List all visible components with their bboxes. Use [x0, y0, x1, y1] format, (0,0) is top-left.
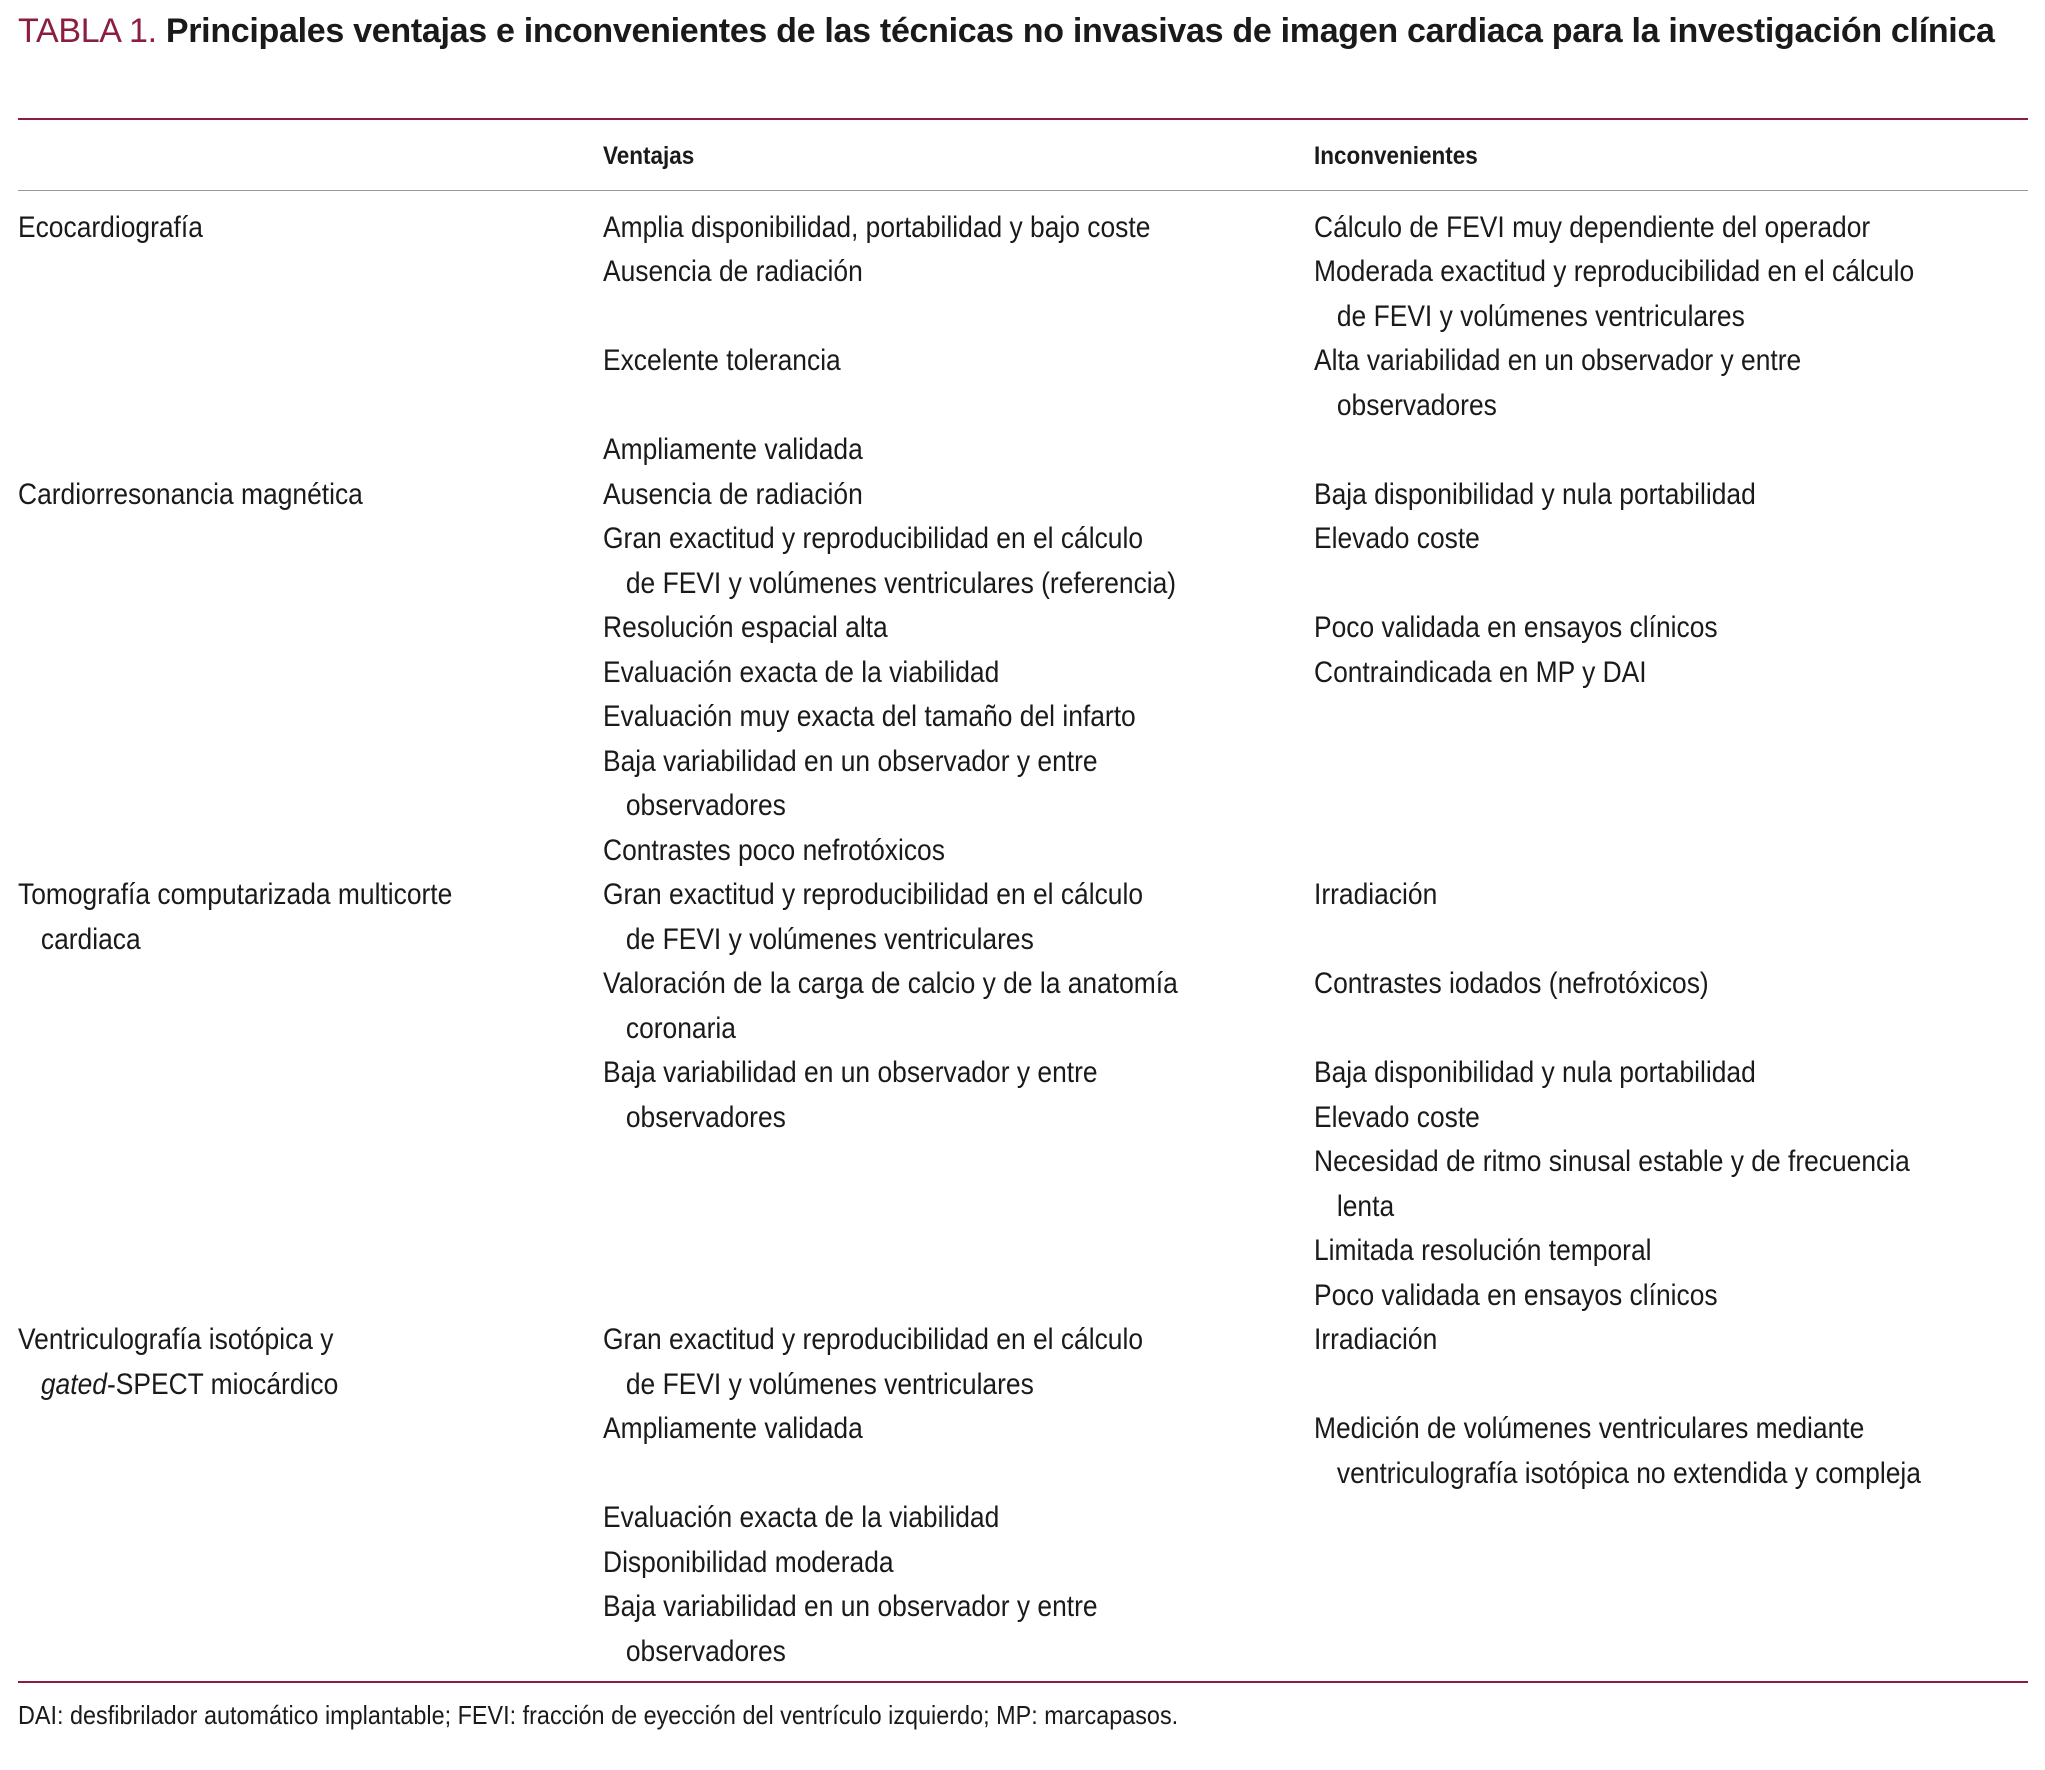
table-title-text: Principales ventajas e inconvenientes de las técnicas no invasivas de imagen cardiaca para la investigación clínica: [165, 12, 1995, 50]
advantage-item: Evaluación exacta de la viabilidad: [603, 1501, 1000, 1534]
advantage-item: Resolución espacial alta: [603, 611, 888, 644]
advantage-item: Gran exactitud y reproducibilidad en el cálculo: [603, 1323, 1144, 1356]
advantage-item: Baja variabilidad en un observador y entre: [603, 1056, 1098, 1089]
disadvantage-item: Irradiación: [1314, 1323, 1438, 1356]
advantage-item: Amplia disponibilidad, portabilidad y bajo coste: [603, 211, 1151, 244]
disadvantage-item: ventriculografía isotópica no extendida y compleja: [1336, 1457, 1921, 1490]
disadvantage-item: Alta variabilidad en un observador y entre: [1314, 344, 1802, 377]
advantage-item: de FEVI y volúmenes ventriculares: [625, 923, 1034, 956]
advantage-item: Contrastes poco nefrotóxicos: [603, 834, 945, 867]
disadvantage-item: observadores: [1336, 389, 1497, 422]
advantage-item: Excelente tolerancia: [603, 344, 841, 377]
table-label: TABLA 1.: [18, 12, 157, 50]
disadvantage-item: Poco validada en ensayos clínicos: [1314, 611, 1718, 644]
top-rule: [18, 118, 2028, 120]
advantage-item: Ampliamente validada: [603, 433, 863, 466]
header-rule: [18, 190, 2028, 191]
advantage-item: Baja variabilidad en un observador y entre: [603, 1590, 1098, 1623]
disadvantage-item: lenta: [1336, 1190, 1395, 1223]
disadvantage-item: de FEVI y volúmenes ventriculares: [1336, 300, 1745, 333]
disadvantage-item: Baja disponibilidad y nula portabilidad: [1314, 478, 1756, 511]
advantage-item: observadores: [625, 1101, 786, 1134]
disadvantage-item: Poco validada en ensayos clínicos: [1314, 1279, 1718, 1312]
advantage-item: de FEVI y volúmenes ventriculares (referencia): [625, 567, 1177, 600]
advantage-item: Ausencia de radiación: [603, 478, 863, 511]
advantage-item: Ampliamente validada: [603, 1412, 863, 1445]
disadvantage-item: Elevado coste: [1314, 522, 1480, 555]
advantage-item: observadores: [625, 789, 786, 822]
table-footnote: DAI: desfibrilador automático implantable; FEVI: fracción de eyección del ventrículo izquierdo; MP: marcapasos.: [18, 1700, 1179, 1730]
advantage-item: Evaluación muy exacta del tamaño del infarto: [603, 700, 1136, 733]
table-title: [18, 8, 2008, 55]
technique-spect-text: -SPECT miocárdico: [106, 1368, 339, 1401]
technique-tomografia: Tomografía computarizada multicorte: [18, 878, 453, 911]
advantage-item: Evaluación exacta de la viabilidad: [603, 656, 1000, 689]
disadvantage-item: Contrastes iodados (nefrotóxicos): [1314, 967, 1709, 1000]
technique-tomografia-cont: cardiaca: [40, 923, 141, 956]
advantage-item: coronaria: [625, 1012, 736, 1045]
technique-ecocardiografia: Ecocardiografía: [18, 211, 203, 244]
technique-cardiorresonancia: Cardiorresonancia magnética: [18, 478, 363, 511]
disadvantage-item: Cálculo de FEVI muy dependiente del operador: [1314, 211, 1871, 244]
bottom-rule: [18, 1681, 2028, 1683]
disadvantage-item: Contraindicada en MP y DAI: [1314, 656, 1647, 689]
advantage-item: Valoración de la carga de calcio y de la anatomía: [603, 967, 1178, 1000]
advantage-item: de FEVI y volúmenes ventriculares: [625, 1368, 1034, 1401]
advantage-item: Ausencia de radiación: [603, 255, 863, 288]
disadvantage-item: Limitada resolución temporal: [1314, 1234, 1652, 1267]
disadvantage-item: Elevado coste: [1314, 1101, 1480, 1134]
header-inconvenientes: Inconvenientes: [1314, 142, 1478, 170]
header-ventajas: Ventajas: [603, 142, 695, 170]
advantage-item: Gran exactitud y reproducibilidad en el cálculo: [603, 878, 1144, 911]
technique-gated-italic: gated: [40, 1368, 107, 1401]
disadvantage-item: Moderada exactitud y reproducibilidad en el cálculo: [1314, 255, 1915, 288]
advantage-item: Baja variabilidad en un observador y entre: [603, 745, 1098, 778]
disadvantage-item: Baja disponibilidad y nula portabilidad: [1314, 1056, 1756, 1089]
technique-ventriculografia-cont: [18, 1363, 338, 1408]
advantage-item: observadores: [625, 1635, 786, 1668]
advantage-item: Gran exactitud y reproducibilidad en el cálculo: [603, 522, 1144, 555]
disadvantage-item: Irradiación: [1314, 878, 1438, 911]
disadvantage-item: Medición de volúmenes ventriculares mediante: [1314, 1412, 1865, 1445]
disadvantage-item: Necesidad de ritmo sinusal estable y de frecuencia: [1314, 1145, 1910, 1178]
advantage-item: Disponibilidad moderada: [603, 1546, 894, 1579]
technique-ventriculografia: Ventriculografía isotópica y: [18, 1323, 334, 1356]
